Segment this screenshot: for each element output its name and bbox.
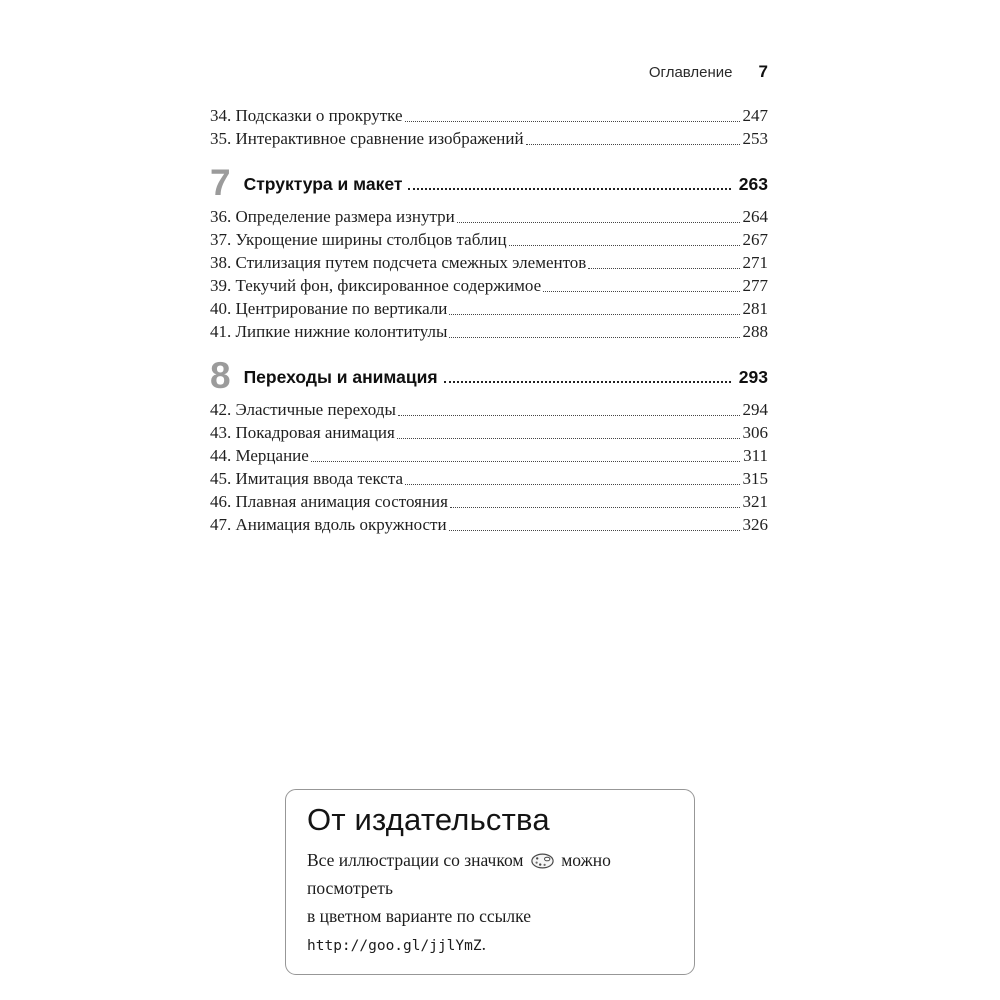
color-versions-link[interactable]: http://goo.gl/jjlYmZ — [307, 938, 482, 954]
toc-entry — [210, 228, 768, 251]
toc-entry-title: 43. Покадровая анимация — [210, 423, 395, 442]
publisher-note-text — [307, 846, 673, 960]
dot-leader — [398, 415, 740, 416]
toc-entry-page-number: 294 — [742, 400, 768, 419]
toc-entry — [210, 205, 768, 228]
chapter-page-number: 293 — [738, 367, 768, 387]
toc-entry — [210, 467, 768, 490]
toc-entry-page-number: 326 — [742, 515, 768, 534]
page-number: 7 — [758, 62, 768, 81]
toc-entry-page-number: 315 — [742, 469, 768, 488]
toc-entry-title: 42. Эластичные переходы — [210, 400, 396, 419]
toc-entry — [210, 274, 768, 297]
publisher-note-box — [285, 789, 695, 975]
dot-leader — [449, 337, 739, 338]
toc-entry — [210, 513, 768, 536]
chapter-title: Структура и макет — [243, 174, 403, 194]
palette-icon — [531, 853, 554, 869]
dot-leader — [397, 438, 740, 439]
toc-entry-page-number: 281 — [742, 299, 768, 318]
page-content — [210, 0, 768, 536]
chapter-page-number: 263 — [738, 174, 768, 194]
toc-chapter-heading — [210, 162, 768, 203]
toc-entry-title: 36. Определение размера изнутри — [210, 207, 455, 226]
chapter-number: 8 — [210, 355, 231, 396]
toc-entry-title: 38. Стилизация путем подсчета смежных элементов — [210, 253, 587, 272]
publisher-note-title: От издательства — [307, 802, 550, 837]
dot-leader — [444, 381, 731, 383]
toc-entry-page-number: 321 — [742, 492, 768, 511]
dot-leader — [509, 245, 740, 246]
toc-entry-title: 47. Анимация вдоль окружности — [210, 515, 447, 534]
chapter-number: 7 — [210, 162, 231, 203]
toc-entry-title: 41. Липкие нижние колонтитулы — [210, 322, 448, 341]
toc-entry — [210, 398, 768, 421]
toc-entry-title: 44. Мерцание — [210, 446, 309, 465]
toc-entry — [210, 421, 768, 444]
running-header — [210, 62, 768, 82]
toc-entry-title: 46. Плавная анимация состояния — [210, 492, 448, 511]
note-line1-after-icon: можно посмотреть — [307, 850, 611, 898]
toc-entry — [210, 104, 768, 127]
toc-entry — [210, 127, 768, 150]
running-header-title: Оглавление — [648, 64, 733, 81]
toc-entry-page-number: 271 — [742, 253, 768, 272]
toc-entry — [210, 297, 768, 320]
toc-entry-title: 35. Интерактивное сравнение изображений — [210, 129, 524, 148]
toc-entry — [210, 490, 768, 513]
note-line1-before-icon: Все иллюстрации со значком — [307, 850, 524, 870]
dot-leader — [408, 188, 730, 190]
dot-leader — [449, 530, 740, 531]
toc-entry-page-number: 267 — [742, 230, 768, 249]
dot-leader — [405, 121, 740, 122]
note-line2-text: в цветном варианте по ссылке — [307, 906, 531, 926]
table-of-contents — [210, 104, 768, 536]
chapter-title: Переходы и анимация — [243, 367, 438, 387]
toc-entry-title: 40. Центрирование по вертикали — [210, 299, 448, 318]
toc-entry — [210, 251, 768, 274]
toc-entry-page-number: 264 — [742, 207, 768, 226]
dot-leader — [526, 144, 740, 145]
toc-entry-page-number: 306 — [742, 423, 768, 442]
toc-entry-title: 39. Текучий фон, фиксированное содержимое — [210, 276, 542, 295]
dot-leader — [543, 291, 739, 292]
dot-leader — [449, 314, 739, 315]
dot-leader — [405, 484, 739, 485]
toc-entry — [210, 320, 768, 343]
dot-leader — [311, 461, 740, 462]
dot-leader — [450, 507, 740, 508]
toc-entry-page-number: 311 — [743, 446, 768, 465]
toc-entry-title: 34. Подсказки о прокрутке — [210, 106, 403, 125]
dot-leader — [588, 268, 739, 269]
toc-entry-title: 45. Имитация ввода текста — [210, 469, 404, 488]
toc-entry-page-number: 247 — [742, 106, 768, 125]
toc-entry-page-number: 277 — [742, 276, 768, 295]
toc-entry-page-number: 253 — [742, 129, 768, 148]
toc-entry-title: 37. Укрощение ширины столбцов таблиц — [210, 230, 507, 249]
toc-entry-page-number: 288 — [742, 322, 768, 341]
note-after-link: . — [481, 934, 486, 954]
toc-chapter-heading — [210, 355, 768, 396]
dot-leader — [457, 222, 740, 223]
toc-entry — [210, 444, 768, 467]
